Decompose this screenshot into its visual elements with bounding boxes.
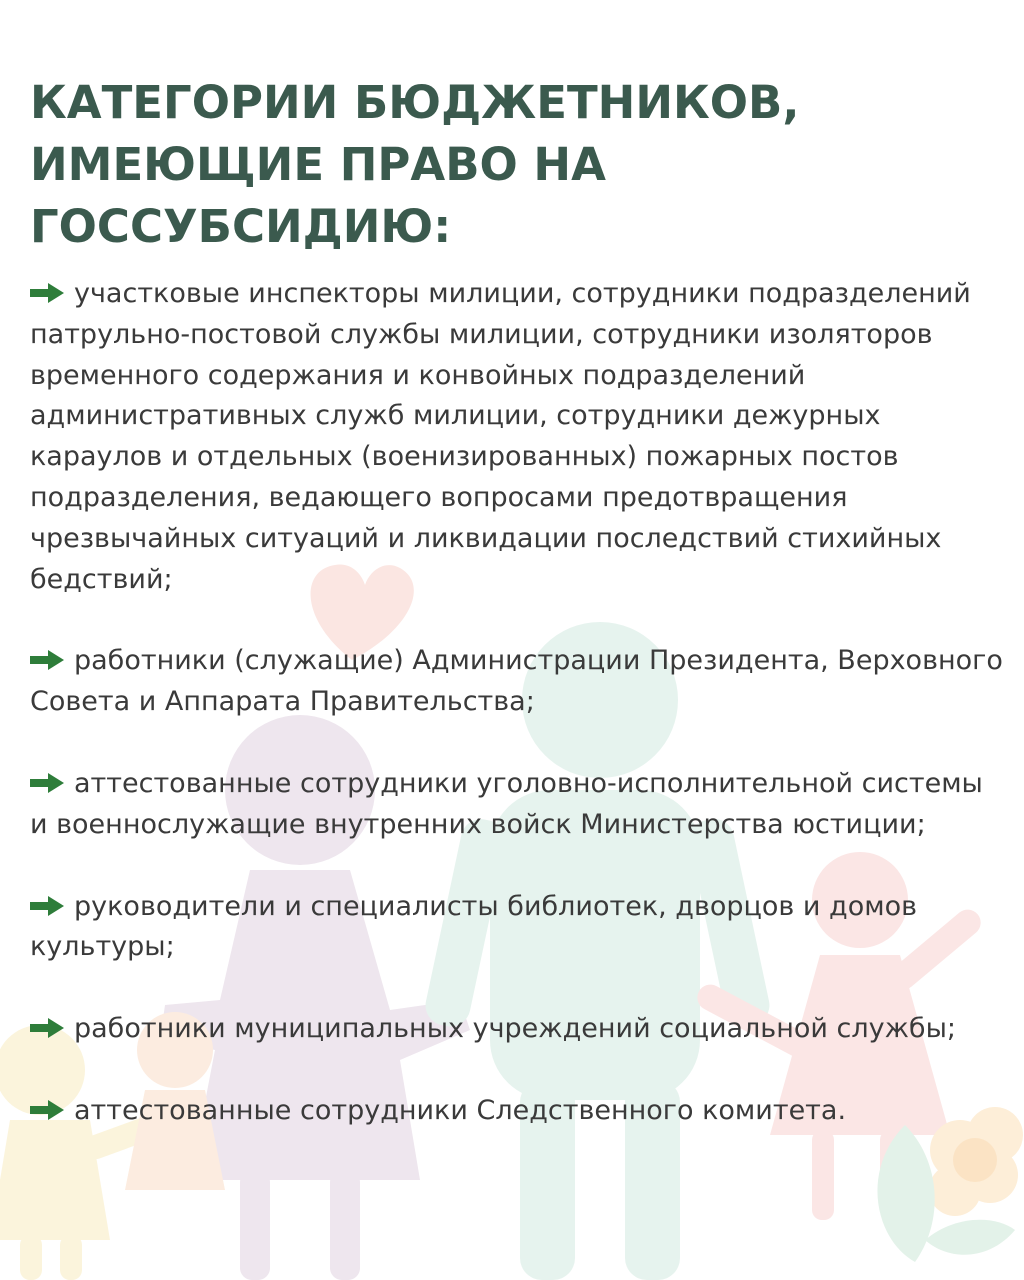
right-arrow-icon (30, 773, 64, 793)
title-line: ИМЕЮЩИЕ ПРАВО НА (30, 138, 606, 191)
title-line: КАТЕГОРИИ БЮДЖЕТНИКОВ, (30, 76, 800, 129)
title-line: ГОССУБСИДИЮ: (30, 200, 452, 253)
page-title (30, 72, 1005, 258)
list-item-text: работники муниципальных учреждений социальной службы; (74, 1013, 956, 1045)
list-item (30, 1009, 1005, 1050)
list-item (30, 1091, 1005, 1132)
right-arrow-icon (30, 650, 64, 670)
right-arrow-icon (30, 1018, 64, 1038)
right-arrow-icon (30, 1100, 64, 1120)
list-item-text: аттестованные сотрудники Следственного комитета. (74, 1094, 847, 1126)
list-item (30, 641, 1005, 723)
list-item-text: участковые инспекторы милиции, сотрудники подразделений патрульно-постовой службы милиции, сотрудники изоляторов временного содержания и конвойных подразделений административных служб милиции, сотрудники дежурных караулов и отдельных (военизированных) пожарных постов подразделения, ведающего вопросами предотвращения чрезвычайных ситуаций и ликвидации последствий стихийных бедствий; (30, 278, 971, 595)
list-item-text: руководители и специалисты библиотек, дворцов и домов культуры; (30, 890, 918, 963)
list-item (30, 274, 1005, 600)
right-arrow-icon (30, 896, 64, 916)
content (30, 72, 1005, 1173)
right-arrow-icon (30, 283, 64, 303)
list-item (30, 764, 1005, 846)
list-item-text: аттестованные сотрудники уголовно-исполнительной системы и военнослужащие внутренних войск Министерства юстиции; (30, 767, 983, 840)
list-item-text: работники (служащие) Администрации Президента, Верховного Совета и Аппарата Правительства; (30, 645, 1003, 718)
list-item (30, 887, 1005, 969)
